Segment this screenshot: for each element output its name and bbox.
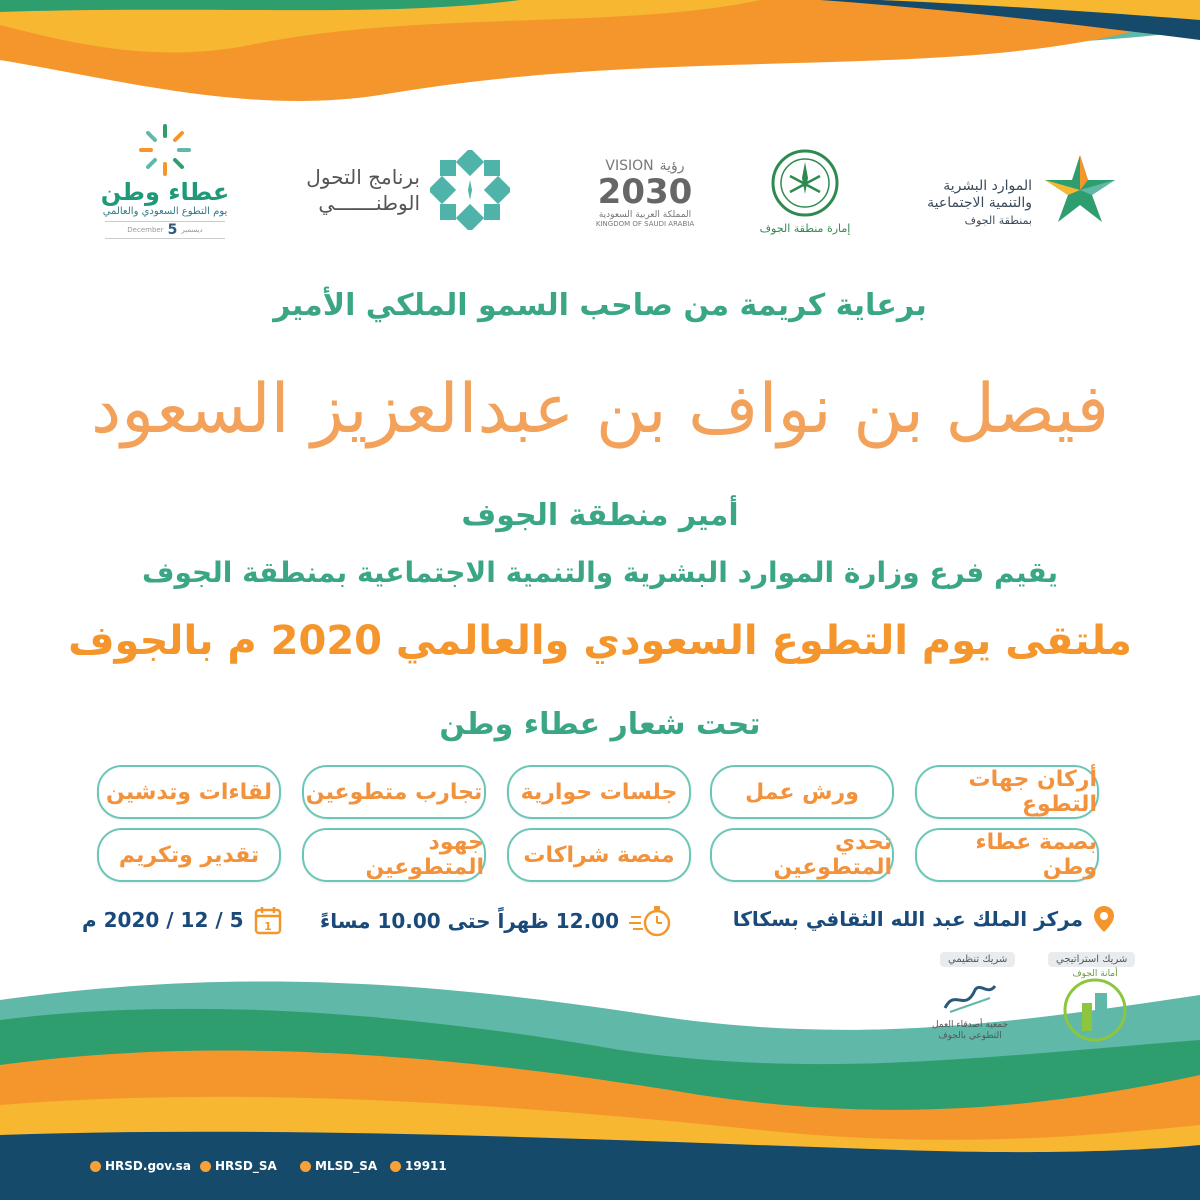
activity-pill: تحدي المتطوعين — [710, 828, 894, 882]
organizer-line: يقيم فرع وزارة الموارد البشرية والتنمية الاجتماعية بمنطقة الجوف — [141, 556, 1059, 589]
organizing-partner-line2: التطوعي بالجوف — [938, 1031, 1002, 1041]
time-text: 12.00 ظهراً حتى 10.00 مساءً — [320, 909, 620, 933]
ministry-line1: الموارد البشرية — [943, 178, 1032, 194]
municipality-building-icon — [1060, 975, 1130, 1045]
emirate-emblem-icon — [770, 148, 840, 218]
ministry-line3: بمنطقة الجوف — [964, 214, 1032, 227]
ministry-star-icon — [1040, 150, 1120, 230]
activity-pill: جهود المتطوعين — [302, 828, 486, 882]
phone-icon — [390, 1161, 401, 1172]
ataa-date-en: December — [127, 226, 164, 234]
stopwatch-icon — [629, 905, 673, 937]
footer-snapchat[interactable] — [200, 1156, 277, 1176]
vision-line-en: KINGDOM OF SAUDI ARABIA — [595, 220, 695, 228]
date-text: 5 / 12 / 2020 م — [82, 908, 244, 932]
location-text: مركز الملك عبد الله الثقافي بسكاكا — [732, 907, 1083, 931]
activity-pill: منصة شراكات — [507, 828, 691, 882]
ataa-subtitle: يوم التطوع السعودي والعالمي — [102, 206, 228, 217]
ataa-date-ar: ديسمبر — [181, 226, 203, 234]
emirate-logo — [750, 148, 860, 243]
prince-name-calligraphy: فيصل بن نواف بن عبدالعزيز السعود — [90, 370, 1110, 449]
ntp-line1: برنامج التحول — [306, 165, 420, 189]
activity-pill: تقدير وتكريم — [97, 828, 281, 882]
vision-line-ar: المملكة العربية السعودية — [598, 210, 692, 220]
strategic-partner-caption: أمانة الجوف — [1072, 969, 1118, 979]
globe-icon — [90, 1161, 101, 1172]
event-time — [320, 905, 673, 937]
calendar-icon — [254, 905, 282, 935]
footer-website[interactable] — [90, 1156, 191, 1176]
activity-pill: تجارب متطوعين — [302, 765, 486, 819]
twitter-text: MLSD_SA — [315, 1159, 378, 1173]
at-sign-icon — [300, 1161, 311, 1172]
ntp-star-emblem-icon — [430, 150, 510, 230]
organizing-partner-logo — [920, 978, 1020, 1048]
phone-text: 19911 — [405, 1159, 447, 1173]
ministry-line2: والتنمية الاجتماعية — [927, 195, 1032, 211]
calendar-day: 1 — [263, 920, 272, 933]
prince-title: أمير منطقة الجوف — [461, 498, 739, 533]
top-wave-decoration — [0, 0, 1200, 120]
event-date — [82, 905, 282, 935]
ntp-line2: الوطنـــــــي — [318, 191, 420, 215]
website-text: HRSD.gov.sa — [105, 1159, 191, 1173]
patronage-line: برعاية كريمة من صاحب السمو الملكي الأمير — [273, 288, 927, 323]
activity-pill: لقاءات وتدشين — [97, 765, 281, 819]
vision-title-ar: رؤية — [659, 158, 685, 174]
ntp-logo — [275, 150, 510, 240]
sunburst-icon — [137, 122, 193, 178]
strategic-partner-tag: شريك استراتيجي — [1048, 952, 1135, 967]
snapchat-text: HRSD_SA — [215, 1159, 277, 1173]
activity-pill: ورش عمل — [710, 765, 894, 819]
vision-year: 2030 — [597, 172, 693, 212]
snapchat-icon — [200, 1161, 211, 1172]
ataa-date-day: 5 — [167, 222, 178, 238]
event-title: ملتقى يوم التطوع السعودي والعالمي 2020 م بالجوف — [68, 618, 1132, 664]
footer-phone[interactable] — [390, 1156, 447, 1176]
activity-pill: جلسات حوارية — [507, 765, 691, 819]
vision-2030-logo — [585, 158, 705, 238]
ataa-title: عطاء وطن — [100, 178, 230, 206]
organizing-partner-tag: شريك تنظيمي — [940, 952, 1015, 967]
vision-title-en: VISION — [605, 158, 654, 174]
emirate-caption: إمارة منطقة الجوف — [759, 222, 851, 235]
slogan: تحت شعار عطاء وطن — [439, 707, 761, 742]
footer-twitter[interactable] — [300, 1156, 377, 1176]
location-pin-icon — [1093, 905, 1115, 933]
activity-pill: بصمة عطاء وطن — [915, 828, 1099, 882]
strategic-partner-logo — [1055, 969, 1135, 1050]
activity-pill: أركان جهات التطوع — [915, 765, 1099, 819]
organizing-partner-line1: جمعية أصدقاء العمل — [931, 1020, 1009, 1030]
ataa-watan-logo — [85, 122, 245, 252]
event-location — [733, 905, 1115, 933]
ministry-logo — [880, 150, 1120, 240]
handwriting-emblem-icon — [940, 978, 1000, 1016]
